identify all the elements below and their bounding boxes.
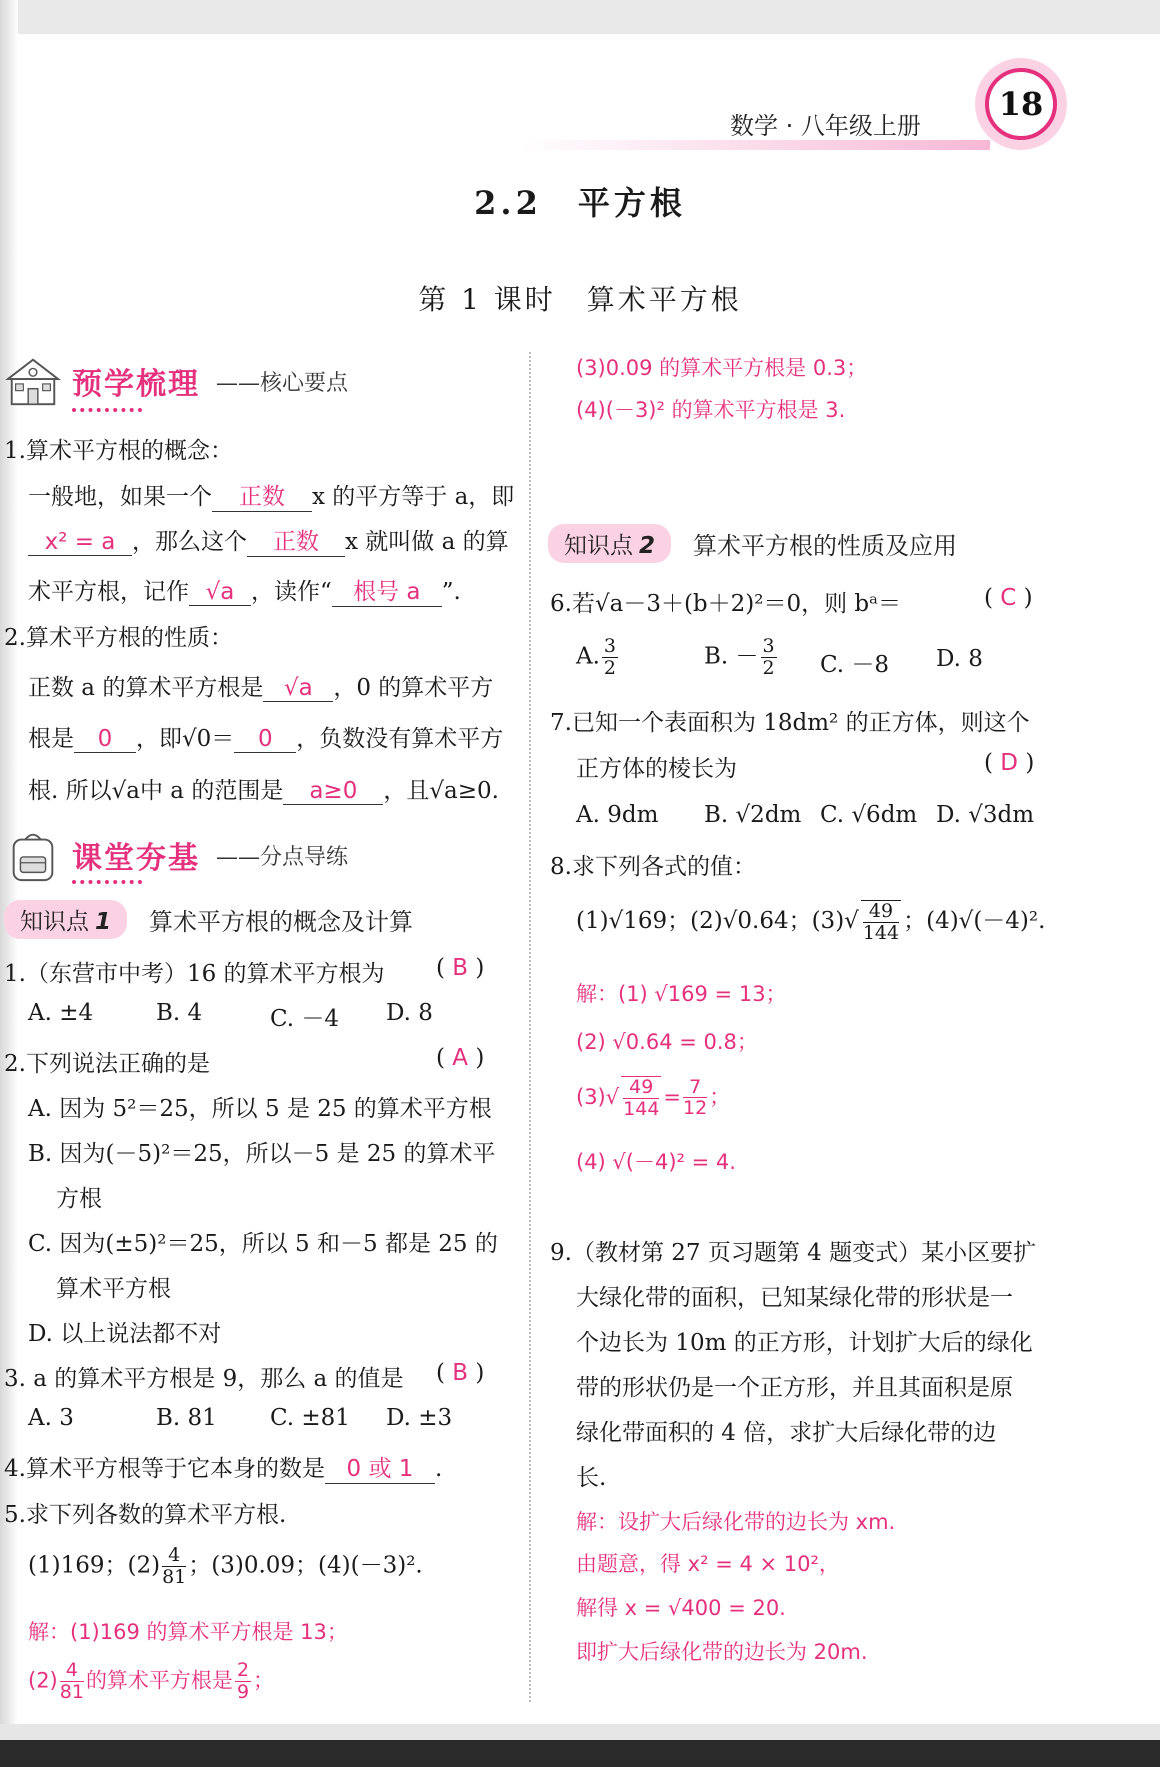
question-6-answer: ( C ) [984, 585, 1033, 611]
question-7-answer: ( D ) [984, 750, 1035, 776]
question-2: 2.下列说法正确的是 [4, 1051, 210, 1077]
bottom-bar [0, 1740, 1160, 1767]
question-5-solution-1: 解：(1)169 的算术平方根是 13； [28, 1620, 348, 1644]
preview-q2-head: 2.算术平方根的性质： [4, 625, 233, 651]
preview-blank-6: √a [263, 675, 333, 702]
page-number: 18 [985, 68, 1057, 140]
question-9-solution-4: 即扩大后绿化带的边长为 20m. [576, 1640, 868, 1664]
question-4: 4.算术平方根等于它本身的数是 0 或 1 . [4, 1450, 442, 1484]
kp1-text: 算术平方根的概念及计算 [149, 908, 414, 936]
question-9-solution-3: 解得 x = √400 = 20. [576, 1596, 786, 1620]
kp2-badge: 知识点 2 [548, 524, 671, 563]
question-5: 5.求下列各数的算术平方根. [4, 1502, 287, 1528]
question-9-line6: 长. [576, 1465, 607, 1491]
question-9-line3: 个边长为 10m 的正方形，计划扩大后的绿化 [576, 1330, 1033, 1356]
question-8-solution-1: 解：(1) √169 = 13； [576, 982, 787, 1006]
question-7-option-d: D. √3dm [936, 802, 1035, 828]
classroom-title: 课堂夯基 [72, 841, 200, 876]
question-3-option-c: C. ±81 [270, 1405, 350, 1431]
question-9-line5: 绿化带面积的 4 倍，求扩大后绿化带的边 [576, 1420, 997, 1446]
question-1-option-a: A. ±4 [28, 1000, 94, 1026]
preview-blank-2: x² = a [28, 529, 132, 556]
question-2-option-b2: 方根 [56, 1186, 102, 1212]
question-1-option-b: B. 4 [156, 1000, 203, 1026]
question-3-option-b: B. 81 [156, 1405, 217, 1431]
question-9-line1: 9.（教材第 27 页习题第 4 题变式）某小区要扩 [550, 1240, 1037, 1266]
preview-blank-7: 0 [74, 726, 136, 753]
question-1-answer: ( B ) [436, 955, 485, 981]
question-6-option-b: B. － $\frac{3}{2}$ [704, 635, 775, 679]
preview-q2-line3: 根. 所以√a中 a 的范围是 a≥0 ，且√a≥0. [28, 778, 499, 804]
question-9-solution-1: 解：设扩大后绿化带的边长为 xm. [576, 1510, 896, 1534]
question-8-solution-3: (3)√ $\frac{49}{144}$ = $\frac{7}{12}$ ； [576, 1075, 731, 1120]
school-building-icon [4, 352, 62, 410]
question-3-option-a: A. 3 [28, 1405, 74, 1431]
question-2-answer: ( A ) [436, 1045, 485, 1071]
preview-blank-9: a≥0 [283, 778, 383, 805]
preview-q1-line1: 一般地，如果一个 正数 x 的平方等于 a，即 [28, 478, 514, 512]
preview-subtitle: ——核心要点 [216, 370, 349, 396]
preview-q1-line3: 术平方根，记作 √a ，读作“ 根号 a ”. [28, 573, 461, 607]
preview-dots [72, 408, 142, 416]
question-7-option-a: A. 9dm [576, 802, 659, 828]
question-7-line2: 正方体的棱长为 [576, 756, 737, 782]
book-subject: 数学 · 八年级上册 [730, 112, 921, 140]
page-bottom-edge [0, 1724, 1160, 1740]
question-3-answer: ( B ) [436, 1360, 485, 1386]
question-9-line4: 带的形状仍是一个正方形，并且其面积是原 [576, 1375, 1013, 1401]
top-bar [0, 0, 1160, 34]
question-8-expression: (1)√169；(2)√0.64；(3)√ $\frac{49}{144}$ ；(4)√(－4)². [576, 900, 1046, 944]
backpack-icon [4, 826, 62, 884]
question-6-option-d: D. 8 [936, 646, 983, 672]
question-7-option-c: C. √6dm [820, 802, 918, 828]
question-2-option-c2: 算术平方根 [56, 1276, 171, 1302]
classroom-dots [72, 880, 142, 888]
preview-blank-5: 根号 a [332, 573, 442, 607]
question-2-option-b1: B. 因为(－5)²＝25，所以－5 是 25 的算术平 [28, 1141, 496, 1167]
question-2-option-d: D. 以上说法都不对 [28, 1321, 222, 1347]
question-2-option-a: A. 因为 5²＝25，所以 5 是 25 的算术平方根 [28, 1096, 492, 1122]
column-divider [529, 352, 531, 1702]
question-6-option-a: A. $\frac{3}{2}$ [576, 635, 617, 679]
preview-q2-line1: 正数 a 的算术平方根是 √a ，0 的算术平方 [28, 675, 494, 701]
preview-header [4, 352, 348, 410]
kp1-badge: 知识点 1 [4, 900, 127, 939]
question-1-option-d: D. 8 [386, 1000, 433, 1026]
section-title: 2.2 平方根 [474, 184, 686, 222]
question-6-option-c: C. －8 [820, 652, 890, 678]
question-1: 1.（东营市中考）16 的算术平方根为 [4, 961, 385, 987]
knowledge-point-1 [4, 900, 413, 939]
question-1-option-c: C. －4 [270, 1006, 340, 1032]
preview-q2-line2: 根是 0 ，即√0＝ 0 ，负数没有算术平方 [28, 726, 504, 752]
preview-blank-3: 正数 [247, 523, 345, 557]
question-7-option-b: B. √2dm [704, 802, 802, 828]
preview-q1-line2: x² = a ，那么这个 正数 x 就叫做 a 的算 [28, 523, 509, 557]
question-8-solution-2: (2) √0.64 = 0.8； [576, 1030, 758, 1054]
header-line [520, 140, 990, 150]
question-9-line2: 大绿化带的面积，已知某绿化带的形状是一 [576, 1285, 1013, 1311]
lesson-title: 第 1 课时 算术平方根 [418, 283, 742, 316]
preview-q1-head: 1.算术平方根的概念： [4, 438, 233, 464]
preview-blank-8: 0 [234, 726, 296, 753]
preview-blank-4: √a [189, 579, 251, 606]
knowledge-point-2 [548, 524, 957, 563]
classroom-subtitle: ——分点导练 [216, 844, 349, 870]
question-8-solution-4: (4) √(－4)² = 4. [576, 1150, 736, 1174]
question-9-solution-2: 由题意，得 x² = 4 × 10²， [576, 1552, 840, 1576]
question-3: 3. a 的算术平方根是 9，那么 a 的值是 [4, 1366, 404, 1392]
question-5-solution-3: (3)0.09 的算术平方根是 0.3； [576, 356, 868, 380]
question-2-option-c1: C. 因为(±5)²＝25，所以 5 和－5 都是 25 的 [28, 1231, 498, 1257]
question-6: 6.若√a－3＋(b＋2)²＝0，则 bᵃ＝ [550, 591, 902, 617]
classroom-header [4, 826, 348, 884]
question-8: 8.求下列各式的值： [550, 854, 756, 880]
question-5-expression: (1)169；(2) $\frac{4}{81}$ ；(3)0.09；(4)(－3)². [28, 1544, 423, 1588]
kp2-text: 算术平方根的性质及应用 [693, 532, 958, 560]
question-4-answer: 0 或 1 [325, 1450, 435, 1484]
preview-blank-1: 正数 [212, 478, 312, 512]
question-3-option-d: D. ±3 [386, 1405, 453, 1431]
preview-title: 预学梳理 [72, 367, 200, 402]
question-5-solution-4: (4)(－3)² 的算术平方根是 3. [576, 398, 846, 422]
question-5-solution-2: (2) $\frac{4}{81}$ 的算术平方根是 $\frac{2}{9}$ ； [28, 1659, 275, 1703]
question-7-line1: 7.已知一个表面积为 18dm² 的正方体，则这个 [550, 710, 1030, 736]
